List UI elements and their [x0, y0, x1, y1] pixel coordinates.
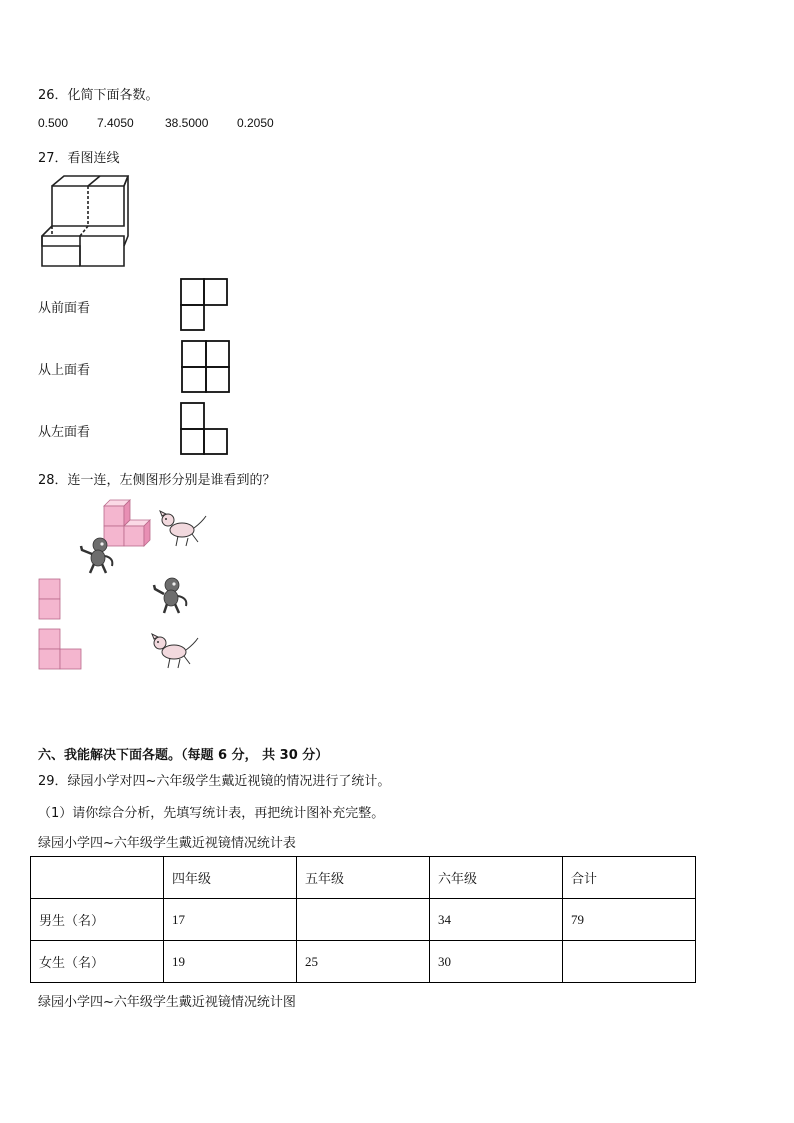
table-row-girls	[31, 941, 696, 983]
view-top-label: 从上面看	[38, 363, 91, 378]
table-header-row	[31, 857, 696, 899]
answer-shape-l	[38, 628, 84, 672]
q26-number-1: 0.500	[38, 116, 69, 130]
view-left-label: 从左面看	[38, 425, 91, 440]
table-cell: 25	[297, 941, 430, 983]
row-label: 女生（名）	[31, 941, 164, 983]
monkey-figure-2	[150, 576, 192, 616]
table-title: 绿园小学四~六年级学生戴近视镜情况统计表	[38, 836, 296, 851]
table-cell: 34	[430, 899, 563, 941]
row-label: 男生（名）	[31, 899, 164, 941]
table-header-cell: 五年级	[297, 857, 430, 899]
answer-shape-vertical	[38, 578, 62, 622]
table-row-boys	[31, 899, 696, 941]
q26-number-2: 7.4050	[97, 116, 134, 130]
chart-title: 绿园小学四~六年级学生戴近视镜情况统计图	[38, 995, 296, 1010]
dog-figure	[158, 508, 208, 550]
q26-number-3: 38.5000	[165, 116, 209, 130]
dog-figure-2	[150, 632, 200, 672]
q28-title: 28．连一连，左侧图形分别是谁看到的？	[38, 473, 276, 488]
table-header-cell: 四年级	[164, 857, 297, 899]
table-cell: 19	[164, 941, 297, 983]
q29-title: 29．绿园小学对四~六年级学生戴近视镜的情况进行了统计。	[38, 774, 391, 789]
q26-title: 26．化简下面各数。	[38, 88, 159, 103]
table-cell-blank[interactable]	[297, 899, 430, 941]
view-shape-a	[180, 278, 230, 332]
table-header-cell: 合计	[563, 857, 696, 899]
view-shape-c	[180, 402, 230, 456]
table-header-cell	[31, 857, 164, 899]
view-shape-b	[180, 340, 232, 394]
q27-title: 27．看图连线	[38, 151, 120, 166]
table-header-cell: 六年级	[430, 857, 563, 899]
monkey-figure	[78, 536, 118, 576]
stats-table	[30, 856, 696, 983]
table-cell: 30	[430, 941, 563, 983]
section-6-heading: 六、我能解决下面各题。（每题 6 分， 共 30 分）	[38, 748, 329, 763]
table-cell: 79	[563, 899, 696, 941]
q29-sub1: （1）请你综合分析，先填写统计表，再把统计图补充完整。	[38, 806, 385, 821]
table-cell-blank[interactable]	[563, 941, 696, 983]
cube-stack-figure	[38, 174, 130, 270]
table-cell: 17	[164, 899, 297, 941]
q26-number-4: 0.2050	[237, 116, 274, 130]
view-front-label: 从前面看	[38, 301, 91, 316]
